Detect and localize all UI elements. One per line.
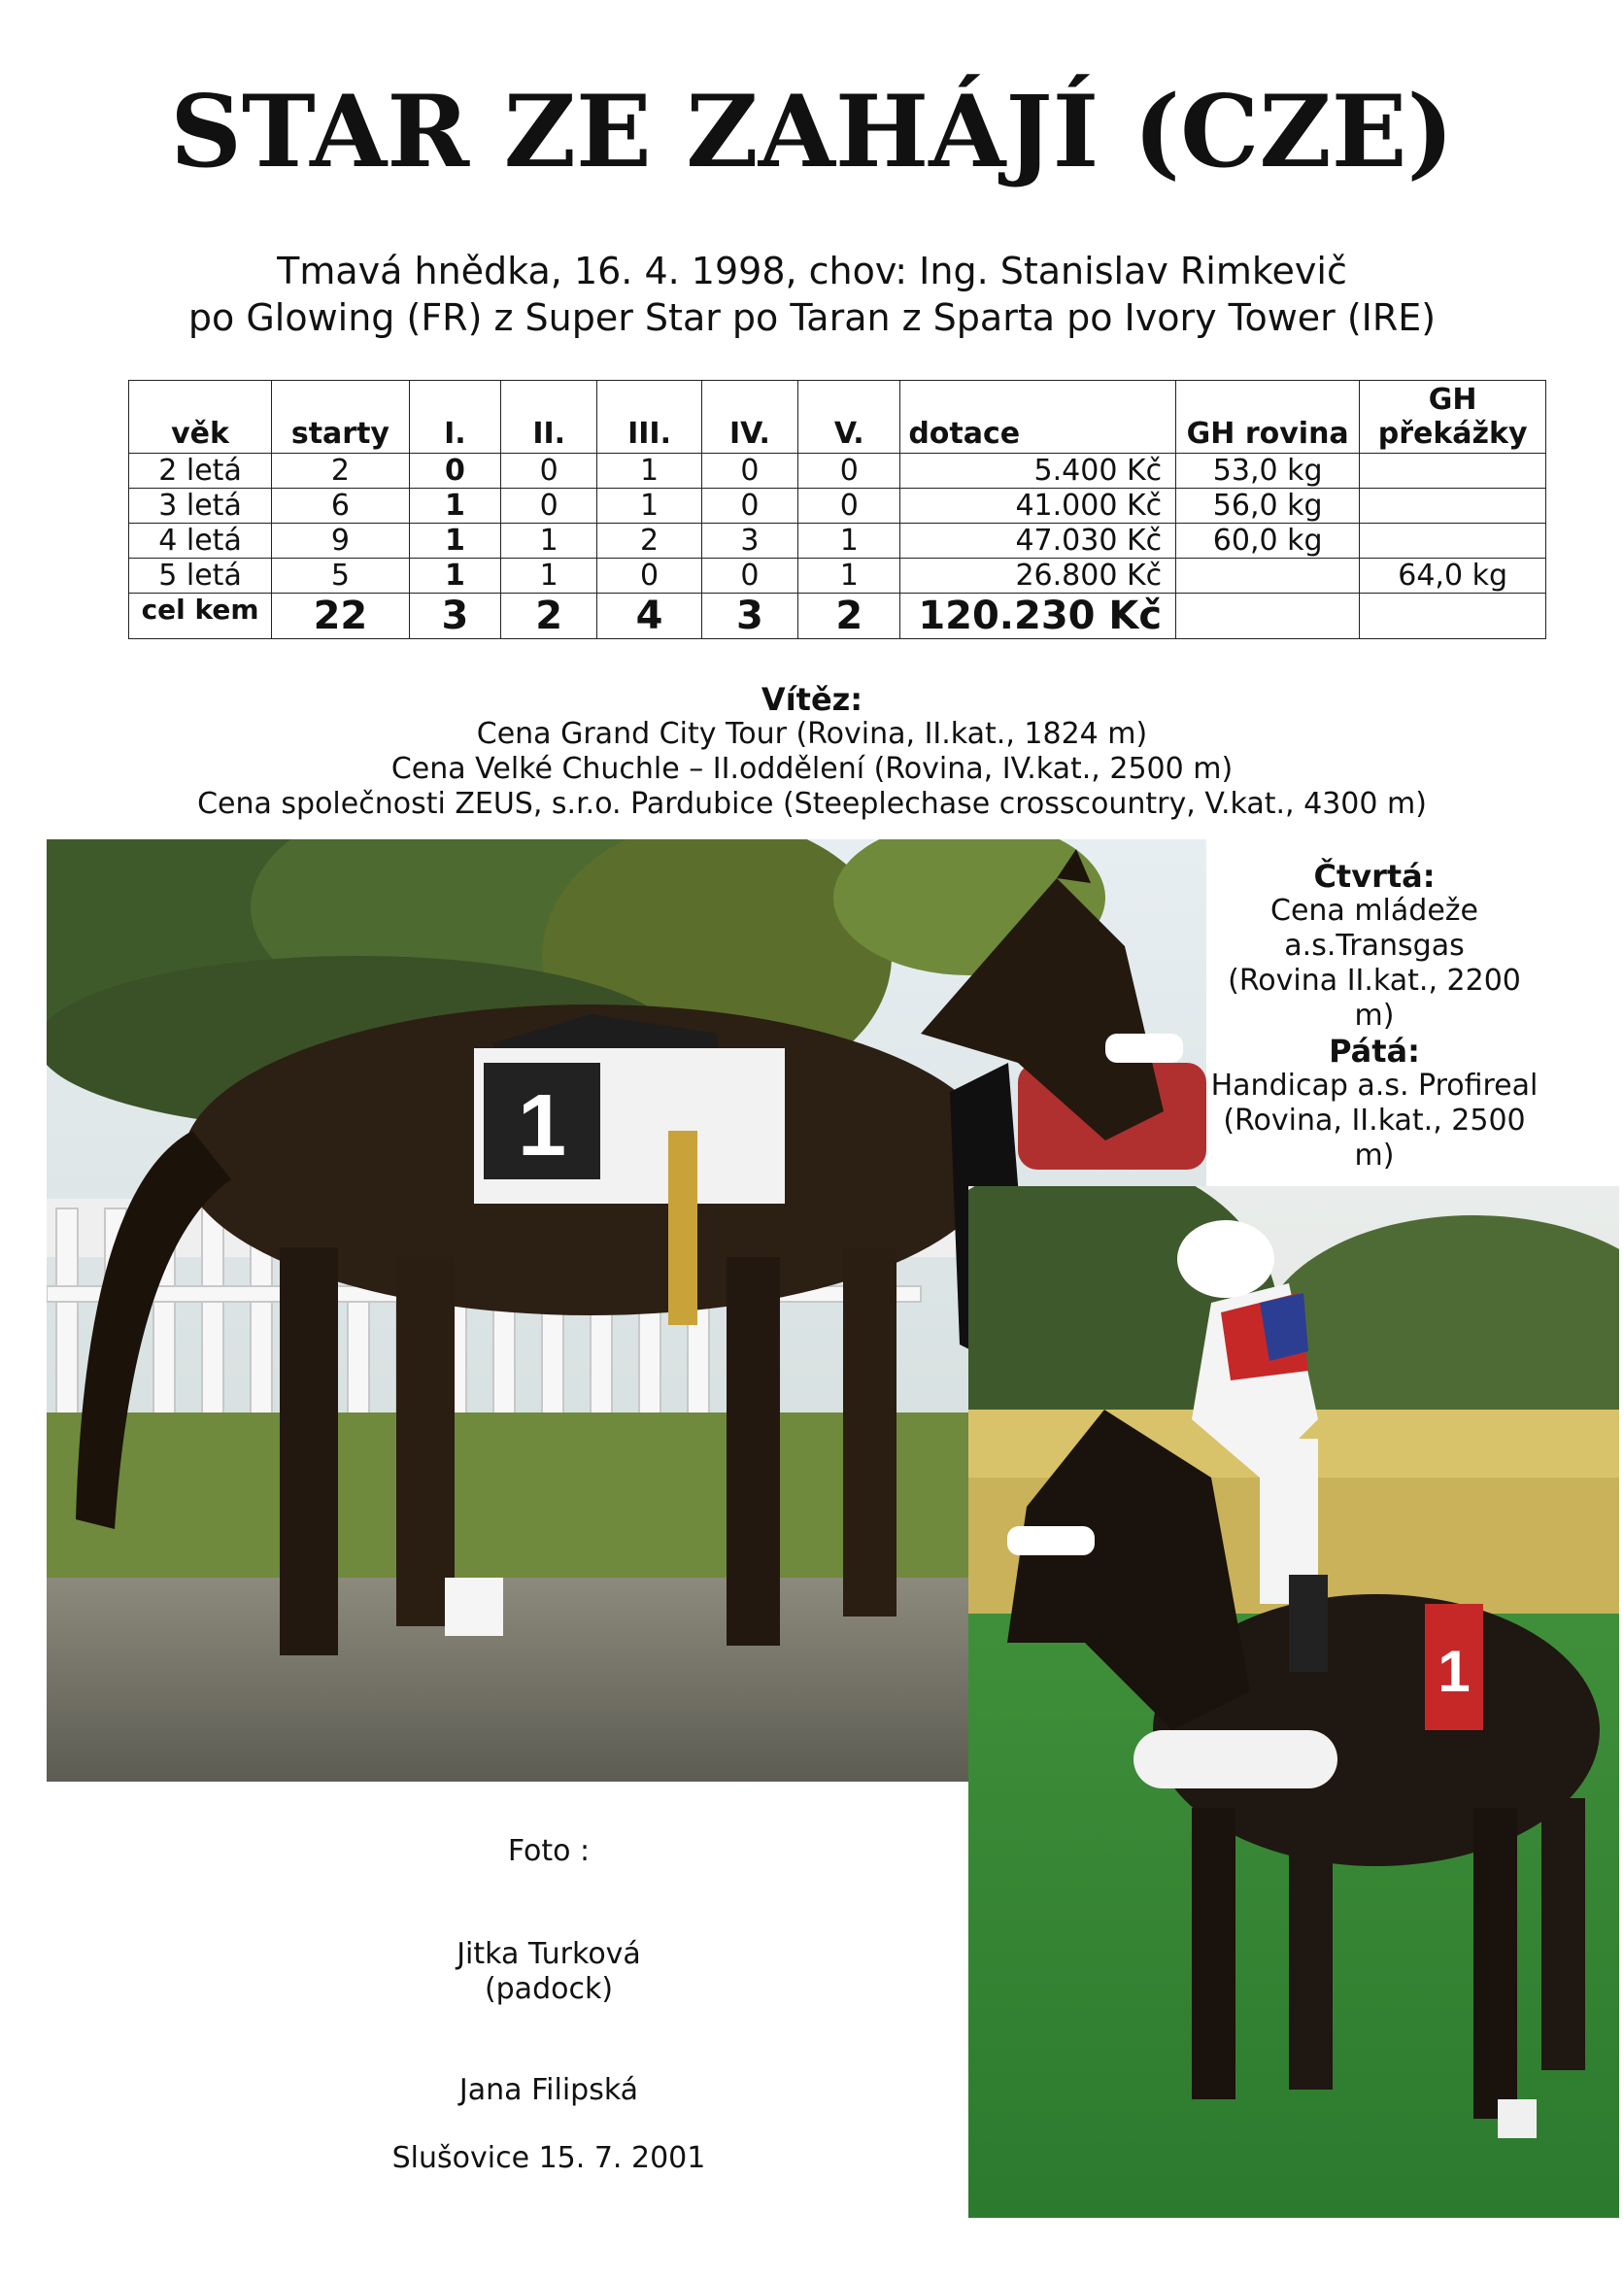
column-header: dotace bbox=[900, 381, 1176, 454]
table-cell: 26.800 Kč bbox=[900, 559, 1176, 594]
winner-section bbox=[0, 682, 1624, 822]
photographer-note: (padock) bbox=[484, 1972, 614, 2006]
table-cell bbox=[1360, 489, 1546, 524]
race-statistics-table bbox=[128, 380, 1546, 639]
table-cell: 3 letá bbox=[129, 489, 272, 524]
column-header: IV. bbox=[701, 381, 797, 454]
photo-credit-label: Foto : bbox=[507, 1834, 591, 1868]
column-header: věk bbox=[129, 381, 272, 454]
column-header: GH překážky bbox=[1360, 381, 1546, 454]
table-cell: 0 bbox=[501, 489, 597, 524]
table-cell: 0 bbox=[798, 489, 900, 524]
table-cell: 1 bbox=[409, 489, 500, 524]
table-row bbox=[129, 489, 1546, 524]
saddle-number: 1 bbox=[517, 1077, 567, 1174]
table-cell: 2 bbox=[272, 454, 410, 489]
table-cell: 56,0 kg bbox=[1176, 489, 1360, 524]
table-cell bbox=[1360, 524, 1546, 559]
race-photo bbox=[968, 1186, 1619, 2218]
column-header: II. bbox=[501, 381, 597, 454]
total-label: cel kem bbox=[129, 594, 272, 639]
table-cell: 1 bbox=[501, 524, 597, 559]
fifth-place-section bbox=[1204, 1034, 1544, 1174]
horse-pedigree: po Glowing (FR) z Super Star po Taran z Sparta po Ivory Tower (IRE) bbox=[187, 296, 1437, 339]
fourth-race: (Rovina II.kat., 2200 m) bbox=[1228, 964, 1521, 1033]
total-cell bbox=[1176, 594, 1360, 639]
column-header: GH rovina bbox=[1176, 381, 1360, 454]
column-header: I. bbox=[409, 381, 500, 454]
table-cell: 0 bbox=[701, 489, 797, 524]
table-cell: 1 bbox=[798, 524, 900, 559]
total-cell: 120.230 Kč bbox=[900, 594, 1176, 639]
table-cell: 0 bbox=[597, 559, 701, 594]
total-cell: 4 bbox=[597, 594, 701, 639]
table-total-row bbox=[129, 594, 1546, 639]
table-cell: 1 bbox=[597, 454, 701, 489]
page-title: STAR ZE ZAHÁJÍ (CZE) bbox=[170, 74, 1454, 190]
table-cell: 1 bbox=[501, 559, 597, 594]
total-cell: 2 bbox=[798, 594, 900, 639]
table-cell: 41.000 Kč bbox=[900, 489, 1176, 524]
total-cell: 22 bbox=[272, 594, 410, 639]
table-cell: 2 bbox=[597, 524, 701, 559]
table-cell: 1 bbox=[798, 559, 900, 594]
table-cell bbox=[1360, 454, 1546, 489]
photographer-name: Jana Filipská bbox=[458, 2073, 639, 2107]
table-cell: 5 letá bbox=[129, 559, 272, 594]
table-cell: 0 bbox=[409, 454, 500, 489]
table-cell: 4 letá bbox=[129, 524, 272, 559]
table-cell: 9 bbox=[272, 524, 410, 559]
table-cell: 5.400 Kč bbox=[900, 454, 1176, 489]
table-cell: 0 bbox=[701, 454, 797, 489]
fifth-heading: Pátá: bbox=[1329, 1033, 1420, 1070]
total-cell: 3 bbox=[701, 594, 797, 639]
table-cell: 5 bbox=[272, 559, 410, 594]
fourth-place-section bbox=[1209, 859, 1539, 1034]
winner-heading: Vítěz: bbox=[761, 681, 863, 718]
fifth-race: Handicap a.s. Profireal bbox=[1210, 1069, 1539, 1103]
total-cell: 3 bbox=[409, 594, 500, 639]
fifth-race: (Rovina, II.kat., 2500 m) bbox=[1223, 1104, 1526, 1173]
winner-race: Cena Velké Chuchle – II.oddělení (Rovina, IV.kat., 2500 m) bbox=[390, 752, 1234, 786]
total-cell bbox=[1360, 594, 1546, 639]
horse-description: Tmavá hnědka, 16. 4. 1998, chov: Ing. Stanislav Rimkevič bbox=[277, 250, 1347, 292]
table-row bbox=[129, 524, 1546, 559]
fourth-race: a.s.Transgas bbox=[1284, 929, 1465, 963]
table-cell: 3 bbox=[701, 524, 797, 559]
table-cell: 60,0 kg bbox=[1176, 524, 1360, 559]
photographer-name: Jitka Turková bbox=[457, 1937, 641, 1971]
table-cell bbox=[1176, 559, 1360, 594]
winner-race: Cena Grand City Tour (Rovina, II.kat., 1824 m) bbox=[476, 717, 1148, 751]
place-date: Slušovice 15. 7. 2001 bbox=[391, 2141, 706, 2175]
table-cell: 6 bbox=[272, 489, 410, 524]
table-cell: 0 bbox=[501, 454, 597, 489]
table-cell: 1 bbox=[409, 559, 500, 594]
table-cell: 2 letá bbox=[129, 454, 272, 489]
table-header-row bbox=[129, 381, 1546, 454]
table-cell: 0 bbox=[798, 454, 900, 489]
winner-race: Cena společnosti ZEUS, s.r.o. Pardubice (Steeplechase crosscountry, V.kat., 4300 m) bbox=[197, 787, 1427, 821]
table-cell: 53,0 kg bbox=[1176, 454, 1360, 489]
saddle-number: 1 bbox=[1438, 1639, 1471, 1704]
table-row bbox=[129, 559, 1546, 594]
column-header: V. bbox=[798, 381, 900, 454]
column-header: III. bbox=[597, 381, 701, 454]
table-cell: 1 bbox=[597, 489, 701, 524]
column-header: starty bbox=[272, 381, 410, 454]
table-cell: 64,0 kg bbox=[1360, 559, 1546, 594]
fourth-heading: Čtvrtá: bbox=[1313, 858, 1436, 895]
table-cell: 0 bbox=[701, 559, 797, 594]
table-cell: 47.030 Kč bbox=[900, 524, 1176, 559]
total-cell: 2 bbox=[501, 594, 597, 639]
fourth-race: Cena mládeže bbox=[1270, 894, 1478, 928]
table-cell: 1 bbox=[409, 524, 500, 559]
table-row bbox=[129, 454, 1546, 489]
